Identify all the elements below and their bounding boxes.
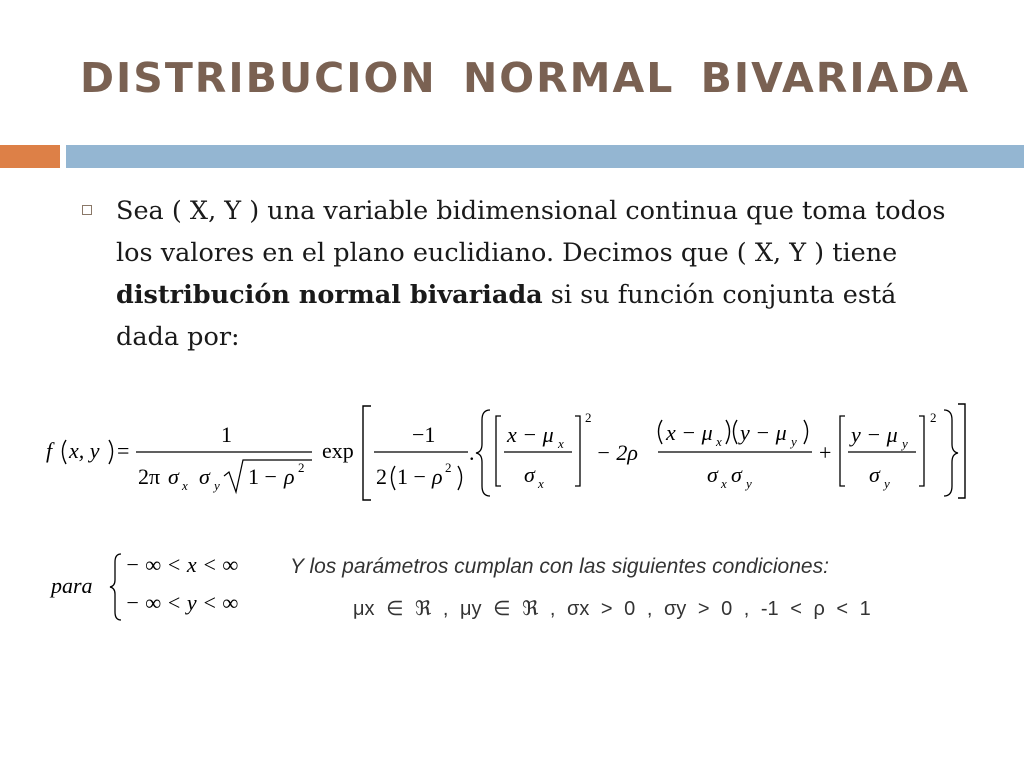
- x-minus-mu-x: x − μ: [507, 422, 554, 447]
- condition-y-range: − ∞ < y < ∞: [125, 590, 239, 615]
- y-right-bracket: [919, 416, 924, 486]
- x-term-exponent: 2: [585, 410, 592, 425]
- para-label: para: [51, 573, 93, 598]
- rho: ρ: [284, 464, 295, 489]
- one-minus-denominator: 1 −: [397, 464, 426, 489]
- two-coefficient: 2: [376, 464, 387, 489]
- exp-function: exp: [322, 438, 354, 463]
- slide-title: DISTRIBUCION NORMAL BIVARIADA: [80, 54, 971, 102]
- denominator-right-paren: [458, 466, 462, 490]
- accent-bar-blue: [66, 145, 1024, 168]
- bullet-text-before: Sea ( X, Y ) una variable bidimensional continua que toma todos los valores en el plano euclidiano. Decimos que ( X, Y ) tiene: [116, 196, 946, 268]
- two-pi: 2π: [138, 464, 161, 489]
- sigma-y-denominator-subscript: y: [884, 476, 890, 491]
- bullet-bold-term: distribución normal bivariada: [116, 280, 543, 310]
- conditions-left-brace: [110, 554, 121, 620]
- parameters-condition-label: Y los parámetros cumplan con las siguientes condiciones:: [290, 555, 829, 578]
- cross-term-sigma-x: σ: [707, 462, 718, 487]
- lhs-arguments: x, y: [69, 438, 100, 463]
- bivariate-normal-density-formula: [40, 398, 980, 508]
- cross-term-y-minus-mu: y − μ: [740, 420, 787, 445]
- domain-conditions: [45, 548, 265, 628]
- denominator-left-paren: [392, 466, 396, 490]
- right-curly-brace: [944, 410, 958, 496]
- lhs-function-name: f: [46, 438, 53, 463]
- y-term-exponent: 2: [930, 410, 937, 425]
- y-minus-mu-y: y − μ: [851, 422, 898, 447]
- outer-left-bracket: [363, 406, 371, 500]
- y-left-bracket: [840, 416, 845, 486]
- cross-term-mu-y-subscript: y: [791, 434, 797, 449]
- cross-term-paren-2-right: [804, 420, 808, 444]
- bullet-text: [116, 190, 956, 358]
- sigma-x-denominator: σ: [524, 462, 535, 487]
- sigma-y-subscript: y: [214, 478, 220, 493]
- numerator-one: 1: [221, 422, 232, 447]
- minus-one: −1: [412, 422, 436, 447]
- cross-term-sigma-y-subscript: y: [746, 476, 752, 491]
- rho-denominator: ρ: [432, 464, 443, 489]
- cross-term-sigma-y: σ: [731, 462, 742, 487]
- x-left-bracket: [496, 416, 501, 486]
- condition-x-range: − ∞ < x < ∞: [125, 552, 239, 577]
- parameters-condition-list: μx ∈ ℜ , μy ∈ ℜ , σx > 0 , σy > 0 , -1 < ρ < 1: [353, 598, 871, 620]
- cross-term-sigma-x-subscript: x: [721, 476, 727, 491]
- rho-squared-exponent: 2: [298, 460, 305, 475]
- rho-denominator-exponent: 2: [445, 460, 452, 475]
- lhs-left-paren: [63, 440, 67, 464]
- outer-right-bracket: [958, 404, 965, 498]
- left-curly-brace: [476, 410, 490, 496]
- plus-sign: +: [819, 440, 832, 465]
- bullet-text-after: si su función conjunta está dada por:: [116, 280, 897, 352]
- minus-two-rho: − 2ρ: [596, 440, 638, 465]
- cross-term-mu-x-subscript: x: [716, 434, 722, 449]
- sigma-x-subscript: x: [182, 478, 188, 493]
- mu-y-subscript: y: [902, 436, 908, 451]
- cross-term-x-minus-mu: x − μ: [666, 420, 713, 445]
- cross-term-paren-1-right: [726, 420, 730, 444]
- sigma-x-denominator-subscript: x: [538, 476, 544, 491]
- x-right-bracket: [575, 416, 580, 486]
- one-minus: 1 −: [248, 464, 277, 489]
- equals-sign: =: [117, 438, 130, 463]
- sigma-y: σ: [199, 464, 210, 489]
- accent-bar-orange: [0, 145, 60, 168]
- cross-term-paren-2-left: [734, 420, 738, 444]
- sigma-x: σ: [168, 464, 179, 489]
- hollow-square-bullet-icon: [82, 205, 92, 215]
- mu-x-subscript: x: [558, 436, 564, 451]
- multiplication-dot: .: [469, 440, 475, 465]
- cross-term-paren-1-left: [659, 420, 663, 444]
- lhs-right-paren: [109, 440, 113, 464]
- sigma-y-denominator: σ: [869, 462, 880, 487]
